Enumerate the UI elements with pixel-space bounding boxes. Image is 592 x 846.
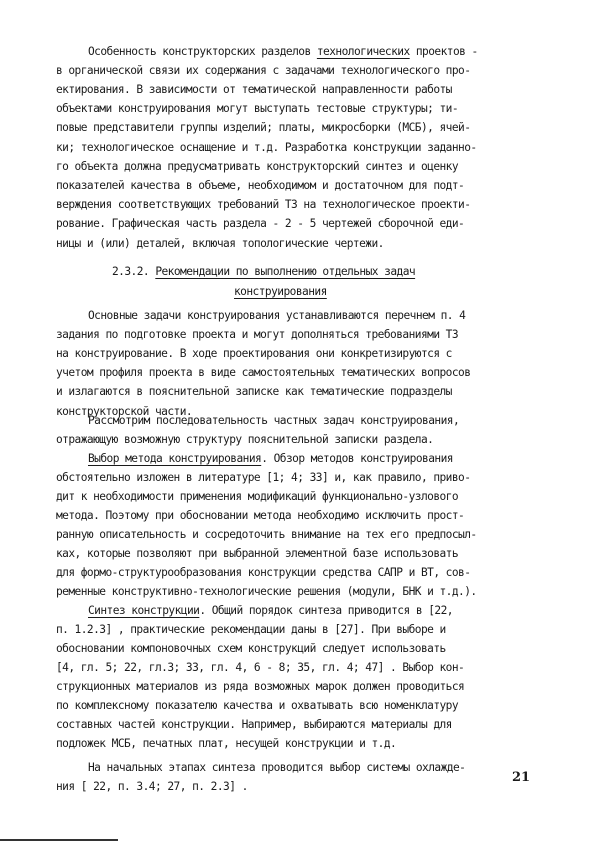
text-line bbox=[56, 195, 470, 214]
text-line bbox=[88, 758, 465, 777]
line-text: и излагаются в пояснительной записке как тематические подразделы bbox=[56, 385, 452, 398]
line-text: по комплексному показателю качества и охватывать всю номенклатуру bbox=[56, 699, 459, 712]
page-number: 21 bbox=[512, 770, 531, 785]
underlined-text: Выбор метода конструирования bbox=[88, 452, 262, 465]
text-line bbox=[56, 118, 470, 137]
text-line bbox=[56, 639, 446, 658]
line-text: обстоятельно изложен в литературе [1; 4; 33] и, как правило, приво- bbox=[56, 471, 471, 484]
text-line bbox=[56, 344, 452, 363]
line-text: подложек МСБ, печатных плат, несущей конструкции и т.д. bbox=[56, 737, 397, 750]
line-text: на конструирование. В ходе проектирования они конкретизируются с bbox=[56, 347, 452, 360]
text-line bbox=[56, 382, 452, 401]
line-text: [4, гл. 5; 22, гл.3; 33, гл. 4, 6 - 8; 35, гл. 4; 47] . Выбор кон- bbox=[56, 661, 465, 674]
text-line bbox=[234, 282, 327, 301]
text-line bbox=[56, 487, 458, 506]
text-line bbox=[112, 262, 415, 281]
footnote-rule bbox=[0, 839, 118, 841]
text-line bbox=[56, 715, 452, 734]
text-line bbox=[56, 544, 458, 563]
text-line bbox=[88, 449, 453, 468]
text-line bbox=[56, 176, 464, 195]
line-text: Рассмотрим последовательность частных задач конструирования, bbox=[88, 414, 460, 427]
line-text: обосновании компоновочных схем конструкций следует использовать bbox=[56, 642, 446, 655]
line-text: . Обзор методов конструирования bbox=[261, 452, 453, 465]
line-text: ранную описательность и сосредоточить внимание на тех его предпосыл- bbox=[56, 528, 477, 541]
line-text: ки; технологическое оснащение и т.д. Разработка конструкции заданно- bbox=[56, 141, 477, 154]
line-text: ния [ 22, п. 3.4; 27, п. 2.3] . bbox=[56, 780, 248, 793]
line-text: составных частей конструкции. Например, выбираются материалы для bbox=[56, 718, 452, 731]
line-text: п. 1.2.3] , практические рекомендации даны в [27]. При выборе и bbox=[56, 623, 446, 636]
text-line bbox=[56, 734, 396, 753]
text-line bbox=[56, 234, 384, 253]
line-text: 2.3.2. bbox=[112, 265, 156, 278]
underlined-text: Рекомендации по выполнению отдельных задач bbox=[155, 265, 416, 278]
text-line bbox=[56, 99, 458, 118]
text-line bbox=[56, 677, 464, 696]
text-line bbox=[56, 506, 464, 525]
line-text: повые представители группы изделий; платы, микросборки (МСБ), ячей- bbox=[56, 121, 471, 134]
line-text: в органической связи их содержания с задачами технологического про- bbox=[56, 64, 471, 77]
text-line bbox=[56, 325, 458, 344]
text-line bbox=[56, 80, 452, 99]
line-text: конструкторской части. bbox=[56, 405, 193, 418]
line-text: проектов - bbox=[409, 45, 478, 58]
line-text: показателей качества в объеме, необходимом и достаточном для подт- bbox=[56, 179, 465, 192]
line-text: рование. Графическая часть раздела - 2 - 5 чертежей сборочной еди- bbox=[56, 217, 465, 230]
line-text: Основные задачи конструирования устанавливаются перечнем п. 4 bbox=[88, 309, 466, 322]
line-text: отражающую возможную структуру пояснительной записки раздела. bbox=[56, 433, 434, 446]
text-line bbox=[56, 696, 458, 715]
text-line bbox=[88, 42, 478, 61]
line-text: задания по подготовке проекта и могут дополняться требованиями ТЗ bbox=[56, 328, 459, 341]
line-text: ницы и (или) деталей, включая топологические чертежи. bbox=[56, 237, 384, 250]
text-line bbox=[56, 658, 464, 677]
text-line bbox=[56, 525, 477, 544]
line-text: ектирования. В зависимости от тематической направленности работы bbox=[56, 83, 452, 96]
line-text: ременные конструктивно-технологические решения (модули, БНК и т.д.). bbox=[56, 585, 477, 598]
line-text: . Общий порядок синтеза приводится в [22, bbox=[199, 604, 453, 617]
line-text: ках, которые позволяют при выбранной элементной базе использовать bbox=[56, 547, 459, 560]
text-line bbox=[56, 620, 446, 639]
text-line bbox=[88, 411, 459, 430]
line-text: для формо-структурообразования конструкции средства САПР и ВТ, сов- bbox=[56, 566, 471, 579]
text-line bbox=[88, 306, 465, 325]
text-line bbox=[56, 363, 470, 382]
text-line bbox=[56, 157, 458, 176]
line-text: объектами конструирования могут выступать тестовые структуры; ти- bbox=[56, 102, 459, 115]
underlined-text: конструирования bbox=[234, 285, 327, 298]
underlined-text: Синтез конструкции bbox=[88, 604, 200, 617]
line-text: метода. Поэтому при обосновании метода необходимо исключить прост- bbox=[56, 509, 465, 522]
line-text: дит к необходимости применения модификаций функционально-узлового bbox=[56, 490, 459, 503]
text-line bbox=[56, 138, 477, 157]
line-text: Особенность конструкторских разделов bbox=[88, 45, 317, 58]
text-line bbox=[88, 601, 453, 620]
line-text: учетом профиля проекта в виде самостоятельных тематических вопросов bbox=[56, 366, 471, 379]
text-line bbox=[56, 214, 464, 233]
text-line bbox=[56, 777, 248, 796]
text-line bbox=[56, 61, 470, 80]
text-line bbox=[56, 582, 477, 601]
text-line bbox=[56, 468, 470, 487]
text-line bbox=[56, 563, 470, 582]
line-text: го объекта должна предусматривать конструкторский синтез и оценку bbox=[56, 160, 459, 173]
line-text: верждения соответствующих требований ТЗ на технологическое проекти- bbox=[56, 198, 471, 211]
underlined-text: технологических bbox=[316, 45, 410, 58]
line-text: струкционных материалов из ряда возможных марок должен проводиться bbox=[56, 680, 465, 693]
text-line bbox=[56, 430, 433, 449]
line-text: На начальных этапах синтеза проводится выбор системы охлажде- bbox=[88, 761, 466, 774]
